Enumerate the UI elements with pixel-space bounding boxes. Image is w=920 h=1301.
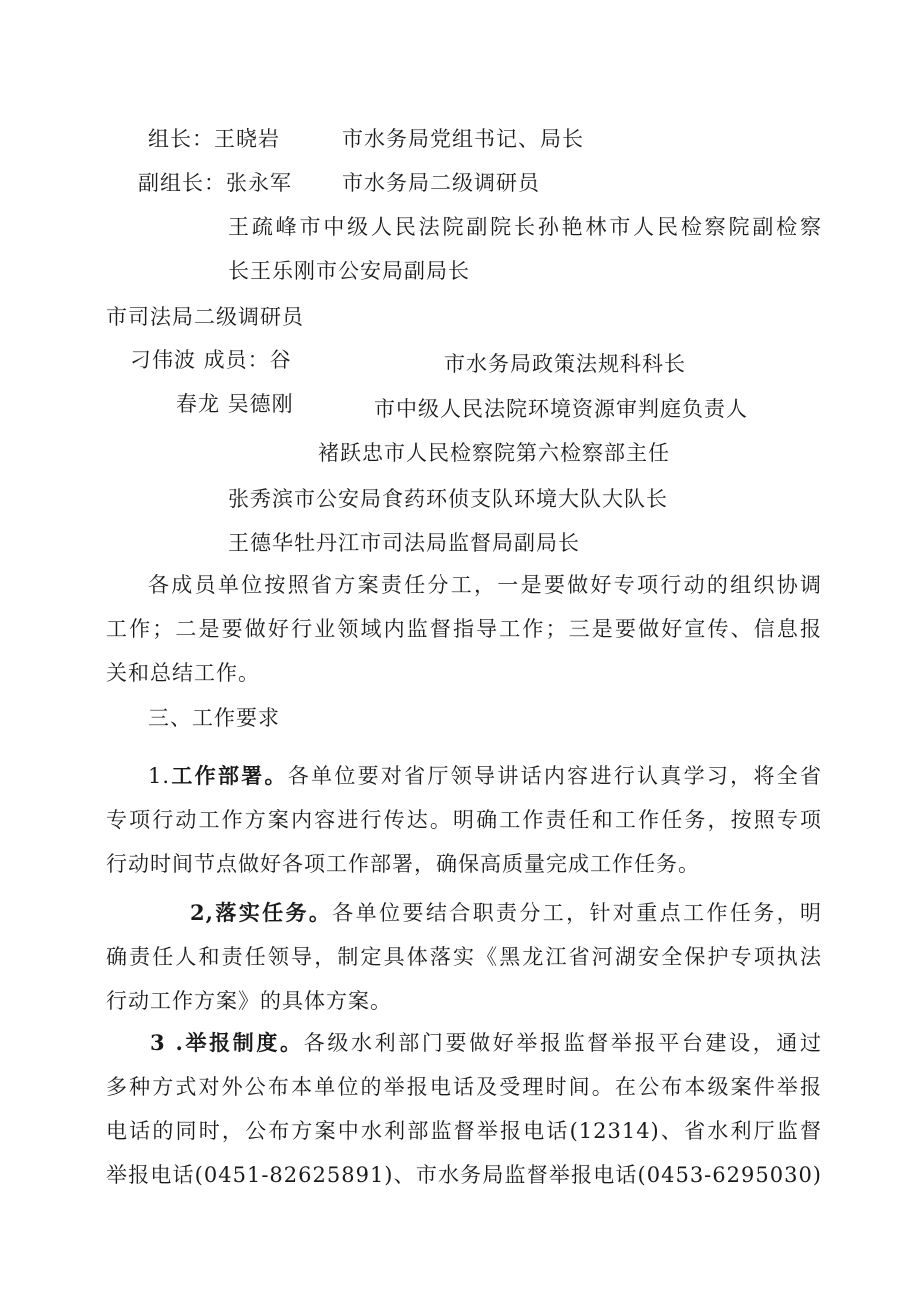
members-line-1: 王疏峰市中级人民法院副院长孙艳林市人民检察院副检察 (228, 215, 822, 239)
members-left-1: 刁伟波 成员：谷 (130, 348, 292, 372)
item2-line-2: 确责任人和责任领导，制定具体落实《黑龙江省河湖安全保护专项执法 (106, 945, 822, 969)
item3-line-1 (150, 1029, 822, 1057)
item2-title: 落实任务。 (213, 900, 333, 925)
group-leader-label: 组长：王晓岩 (148, 127, 280, 151)
item1-line-3: 行动时间节点做好各项工作部署，确保高质量完成工作任务。 (106, 852, 700, 876)
member-chu: 褚跃忠市人民检察院第六检察部主任 (318, 441, 670, 465)
item2-line-1 (190, 899, 822, 927)
members-right-1: 市水务局政策法规科科长 (444, 352, 686, 376)
members-line-2: 长王乐刚市公安局副局长 (228, 259, 470, 283)
item1-line-2: 专项行动工作方案内容进行传达。明确工作责任和工作任务，按照专项 (106, 808, 822, 832)
item2-line-3: 行动工作方案》的具体方案。 (106, 989, 392, 1013)
item3-line-1-text: 各级水利部门要做好举报监督举报平台建设，通过 (303, 1031, 823, 1055)
item3-number: 3 . (150, 1030, 184, 1055)
duty-line-2: 工作；二是要做好行业领域内监督指导工作；三是要做好宣传、信息报 (106, 617, 822, 641)
item2-number: 2, (190, 900, 214, 925)
item1-line-1 (148, 762, 822, 790)
item3-line-2: 多种方式对外公布本单位的举报电话及受理时间。在公布本级案件举报 (106, 1075, 822, 1099)
item1-number: 1. (148, 764, 171, 788)
group-deputy-title: 市水务局二级调研员 (342, 171, 540, 195)
item3-line-3: 电话的同时，公布方案中水利部监督举报电话(12314)、省水利厅监督 (106, 1119, 822, 1143)
item1-title: 工作部署。 (170, 763, 288, 788)
item2-line-1-text: 各单位要结合职责分工，针对重点工作任务，明 (332, 901, 823, 925)
member-zhang: 张秀滨市公安局食药环侦支队环境大队大队长 (228, 487, 668, 511)
section-heading: 三、工作要求 (148, 706, 280, 730)
duty-line-1: 各成员单位按照省方案责任分工，一是要做好专项行动的组织协调 (148, 573, 822, 597)
members-right-2: 市中级人民法院环境资源审判庭负责人 (374, 397, 748, 421)
member-wang: 王德华牡丹江市司法局监督局副局长 (228, 531, 580, 555)
duty-line-3: 关和总结工作。 (106, 661, 260, 685)
item1-line-1-text: 各单位要对省厅领导讲话内容进行认真学习，将全省 (287, 764, 823, 788)
item3-title: 举报制度。 (183, 1030, 304, 1055)
group-deputy-label: 副组长：张永军 (138, 171, 292, 195)
members-line-3: 市司法局二级调研员 (106, 305, 304, 329)
group-leader-title: 市水务局党组书记、局长 (342, 127, 584, 151)
members-left-2: 春龙 吴德刚 (176, 392, 294, 416)
item3-line-4: 举报电话(0451-82625891)、市水务局监督举报电话(0453-6295030) (106, 1163, 822, 1187)
